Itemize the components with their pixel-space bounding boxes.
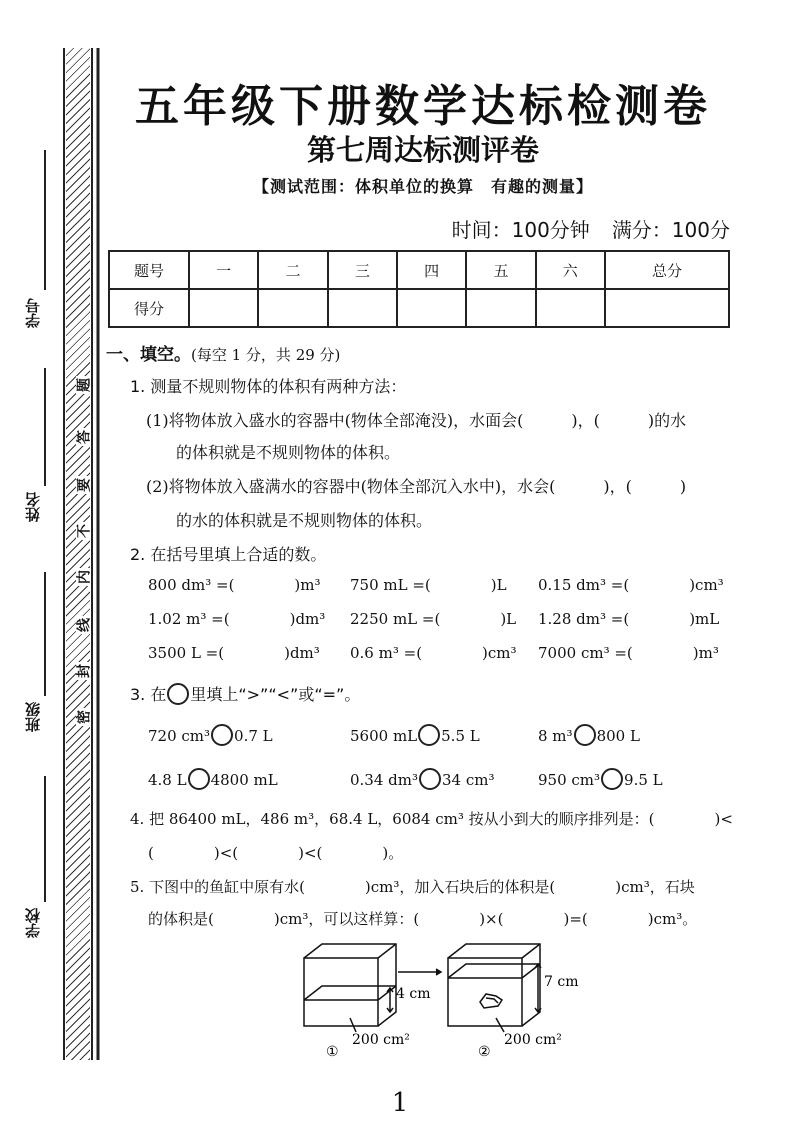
conversion-item: 800 dm³ =( )m³ <box>148 576 321 594</box>
compare-right: 800 L <box>596 727 640 745</box>
compare-left: 950 cm³ <box>538 771 601 789</box>
compare-item <box>148 724 273 746</box>
score-table-header <box>109 251 729 289</box>
compare-left: 4.8 L <box>148 771 187 789</box>
compare-item <box>538 768 663 790</box>
score-header-cell: 四 <box>397 251 466 289</box>
score-header-cell: 五 <box>466 251 535 289</box>
question-4-line1: 4. 把 86400 mL，486 m³，68.4 L，6084 cm³ 按从小到大的顺序排列是：( )< <box>130 810 733 828</box>
fig2-area-label: 200 cm² <box>504 1032 562 1048</box>
score-header-cell: 题号 <box>109 251 189 289</box>
page-title: 五年级下册数学达标检测卷 <box>135 81 711 132</box>
compare-right: 4800 mL <box>210 771 278 789</box>
compare-circle[interactable] <box>211 724 233 746</box>
conversion-item: 0.6 m³ =( )cm³ <box>350 644 517 662</box>
time-info <box>452 214 730 243</box>
fig1-number: ① <box>326 1044 339 1058</box>
seal-char: 要 <box>76 478 90 494</box>
question-3-stem-pre: 3. 在 <box>130 685 167 704</box>
section-heading: 一、填空。 <box>106 345 191 365</box>
score-cell[interactable] <box>605 289 729 327</box>
page-number: 1 <box>391 1088 409 1118</box>
class-line <box>44 572 46 696</box>
score-header-cell: 一 <box>189 251 258 289</box>
seal-char: 不 <box>76 524 90 540</box>
score-table-row <box>109 289 729 327</box>
tank-2-front <box>448 958 522 1026</box>
compare-right: 0.7 L <box>234 727 273 745</box>
compare-item <box>148 768 278 790</box>
seal-char: 线 <box>76 618 90 634</box>
question-4-line2: ( )<( )<( )。 <box>148 844 404 862</box>
compare-right: 34 cm³ <box>442 771 495 789</box>
section-note: (每空 1 分，共 29 分) <box>191 346 341 364</box>
score-header-cell: 三 <box>328 251 397 289</box>
school-label: 学校 <box>24 908 42 938</box>
compare-right: 5.5 L <box>441 727 480 745</box>
seal-char: 内 <box>76 570 90 586</box>
seal-char: 密 <box>76 710 90 726</box>
stone-icon <box>480 994 502 1008</box>
compare-left: 0.34 dm³ <box>350 771 419 789</box>
conversion-item: 0.15 dm³ =( )cm³ <box>538 576 724 594</box>
question-3-stem <box>130 682 360 705</box>
tank-2-back <box>448 944 540 1026</box>
score-cell[interactable] <box>466 289 535 327</box>
compare-left: 5600 mL <box>350 727 418 745</box>
conversion-item: 1.02 m³ =( )dm³ <box>148 610 326 628</box>
circle-icon <box>167 683 189 705</box>
compare-circle[interactable] <box>188 768 210 790</box>
compare-left: 8 m³ <box>538 727 573 745</box>
full-score: 满分：100分 <box>611 218 730 242</box>
name-line <box>44 368 46 486</box>
question-1-part2-cont: 的水的体积就是不规则物体的体积。 <box>176 511 433 530</box>
page-subtitle: 第七周达标测评卷 <box>306 133 539 167</box>
compare-circle[interactable] <box>418 724 440 746</box>
compare-item <box>350 724 480 746</box>
fig1-area-label: 200 cm² <box>352 1032 410 1048</box>
school-line <box>44 776 46 902</box>
score-header-cell: 总分 <box>605 251 729 289</box>
compare-circle[interactable] <box>601 768 623 790</box>
score-header-cell: 二 <box>258 251 327 289</box>
question-3-stem-post: 里填上“>”“<”或“=”。 <box>190 685 361 704</box>
score-cell[interactable] <box>189 289 258 327</box>
name-label: 姓名 <box>24 492 42 522</box>
conversion-item: 1.28 dm³ =( )mL <box>538 610 720 628</box>
class-label: 班级 <box>24 702 42 732</box>
conversion-item: 7000 cm³ =( )m³ <box>538 644 719 662</box>
question-1-part2: (2)将物体放入盛满水的容器中(物体全部沉入水中)，水会( )，( ) <box>146 477 687 496</box>
test-scope: 【测试范围：体积单位的换算 有趣的测量】 <box>252 177 593 196</box>
score-header-cell: 六 <box>536 251 605 289</box>
conversion-item: 3500 L =( )dm³ <box>148 644 320 662</box>
compare-item <box>538 724 640 746</box>
question-5-line2: 的体积是( )cm³，可以这样算：( )×( )=( )cm³。 <box>148 910 698 928</box>
fish-tank-figure <box>290 936 590 1058</box>
question-1-stem: 1. 测量不规则物体的体积有两种方法： <box>130 377 407 396</box>
time-limit: 时间：100分钟 <box>451 218 590 242</box>
question-1-part1-cont: 的体积就是不规则物体的体积。 <box>176 443 401 462</box>
compare-right: 9.5 L <box>624 771 663 789</box>
compare-item <box>350 768 495 790</box>
question-1-part1: (1)将物体放入盛水的容器中(物体全部淹没)，水面会( )，( )的水 <box>146 411 687 430</box>
seal-char: 题 <box>76 378 90 394</box>
question-2-stem: 2. 在括号里填上合适的数。 <box>130 545 327 564</box>
binding-hatch <box>66 48 90 1060</box>
conversion-item: 2250 mL =( )L <box>350 610 517 628</box>
seal-char: 封 <box>76 664 90 680</box>
fig1-height-label: 4 cm <box>396 986 431 1002</box>
score-row-label: 得分 <box>109 289 189 327</box>
tank-1-back <box>304 944 396 1026</box>
question-5-line1: 5. 下图中的鱼缸中原有水( )cm³，加入石块后的体积是( )cm³，石块 <box>130 878 695 896</box>
student-id-line <box>44 150 46 290</box>
compare-left: 720 cm³ <box>148 727 211 745</box>
fig2-number: ② <box>478 1044 491 1058</box>
compare-circle[interactable] <box>419 768 441 790</box>
score-table <box>108 250 730 328</box>
seal-char: 答 <box>76 430 90 446</box>
score-cell[interactable] <box>397 289 466 327</box>
student-id-label: 学号 <box>24 298 42 328</box>
conversion-item: 750 mL =( )L <box>350 576 507 594</box>
compare-circle[interactable] <box>574 724 596 746</box>
fig2-height-label: 7 cm <box>544 974 579 990</box>
score-cell[interactable] <box>536 289 605 327</box>
section-title <box>106 340 340 365</box>
score-cell[interactable] <box>328 289 397 327</box>
score-cell[interactable] <box>258 289 327 327</box>
